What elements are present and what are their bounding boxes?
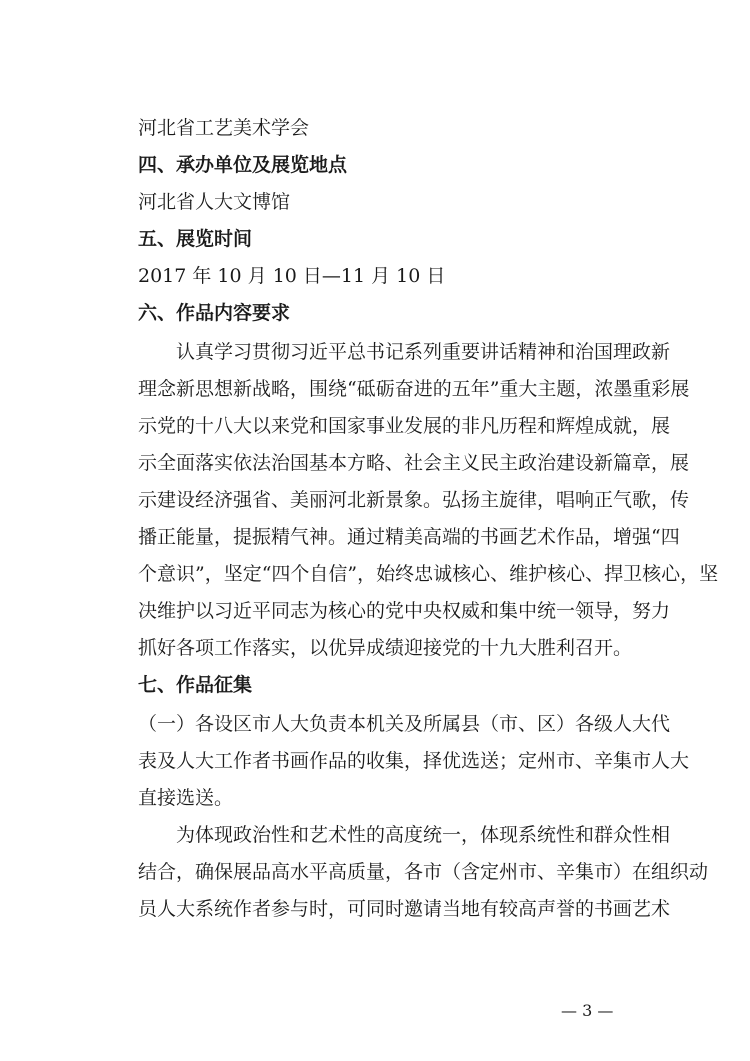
section-heading-5: 五、展览时间 bbox=[138, 228, 253, 250]
text-line-organizer: 河北省工艺美术学会 bbox=[138, 117, 310, 139]
section-heading-6: 六、作品内容要求 bbox=[138, 302, 291, 324]
document-page bbox=[138, 0, 719, 1061]
paragraph-line: 决维护以习近平同志为核心的党中央权威和集中统一领导，努力 bbox=[138, 600, 671, 622]
paragraph-line: 为体现政治性和艺术性的高度统一，体现系统性和群众性相 bbox=[176, 824, 671, 846]
text-line-venue: 河北省人大文博馆 bbox=[138, 191, 291, 213]
paragraph-line: 理念新思想新战略，围绕“砥砺奋进的五年”重大主题，浓墨重彩展 bbox=[138, 378, 690, 400]
page-number: — 3 — bbox=[561, 1001, 614, 1020]
paragraph-line: 认真学习贯彻习近平总书记系列重要讲话精神和治国理政新 bbox=[176, 341, 671, 363]
paragraph-line: 示全面落实依法治国基本方略、社会主义民主政治建设新篇章，展 bbox=[138, 452, 690, 474]
text-line-dates: 2017 年 10 月 10 日—11 月 10 日 bbox=[138, 265, 446, 287]
section-heading-4: 四、承办单位及展览地点 bbox=[138, 154, 348, 176]
paragraph-line: 播正能量，提振精气神。通过精美高端的书画艺术作品，增强“四 bbox=[138, 526, 680, 548]
paragraph-line: 抓好各项工作落实，以优异成绩迎接党的十九大胜利召开。 bbox=[138, 637, 633, 659]
paragraph-line: 直接选送。 bbox=[138, 787, 234, 809]
section-heading-7: 七、作品征集 bbox=[138, 674, 253, 696]
paragraph-line: 个意识”，坚定“四个自信”，始终忠诚核心、维护核心、捍卫核心，坚 bbox=[138, 563, 719, 585]
paragraph-line: 示党的十八大以来党和国家事业发展的非凡历程和辉煌成就，展 bbox=[138, 415, 671, 437]
paragraph-line: 员人大系统作者参与时，可同时邀请当地有较高声誉的书画艺术 bbox=[138, 898, 671, 920]
paragraph-line: 表及人大工作者书画作品的收集，择优选送；定州市、辛集市人大 bbox=[138, 750, 690, 772]
paragraph-line: 示建设经济强省、美丽河北新景象。弘扬主旋律，唱响正气歌，传 bbox=[138, 489, 690, 511]
paragraph-line: （一）各设区市人大负责本机关及所属县（市、区）各级人大代 bbox=[138, 713, 671, 735]
paragraph-line: 结合，确保展品高水平高质量，各市（含定州市、辛集市）在组织动 bbox=[138, 861, 709, 883]
